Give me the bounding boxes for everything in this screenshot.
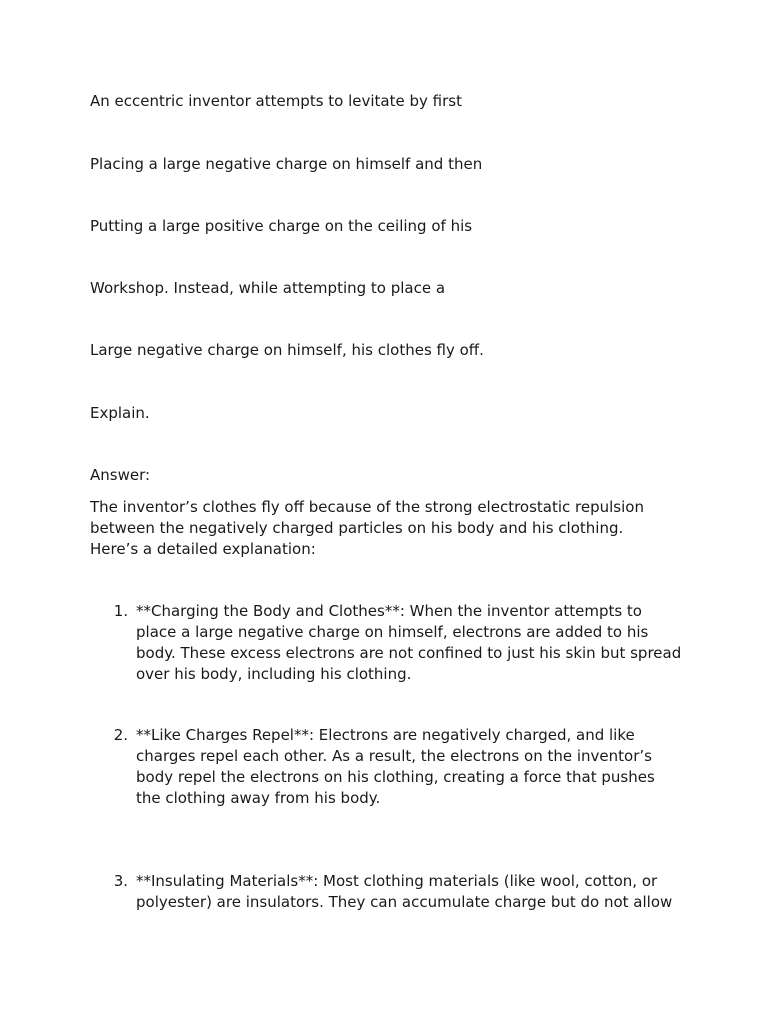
question-line: Placing a large negative charge on himself and then	[90, 155, 483, 173]
answer-label: Answer:	[90, 466, 151, 484]
list-item-text: **Insulating Materials**: Most clothing materials (like wool, cotton, or polyester) are insulators. They can accumulate charge but do not allow	[136, 872, 673, 911]
list-item-number: 2.	[113, 726, 128, 744]
list-item-number: 3.	[113, 872, 128, 890]
question-line: Workshop. Instead, while attempting to place a	[90, 279, 446, 297]
answer-intro-paragraph: The inventor’s clothes fly off because of the strong electrostatic repulsion between the negatively charged particles on his body and his clothing. Here’s a detailed explanation:	[90, 498, 644, 558]
question-line: An eccentric inventor attempts to levitate by first	[90, 92, 462, 110]
question-line: Explain.	[90, 404, 150, 422]
list-item-text: **Charging the Body and Clothes**: When the inventor attempts to place a large negative charge on himself, electrons are added to his body. These excess electrons are not confined to just his skin but spread over his body, including his clothing.	[136, 602, 682, 683]
list-item-text: **Like Charges Repel**: Electrons are negatively charged, and like charges repel each other. As a result, the electrons on the inventor’s body repel the electrons on his clothing, creating a force that pushes the clothing away from his body.	[136, 726, 655, 807]
question-line: Large negative charge on himself, his clothes fly off.	[90, 341, 484, 359]
question-line: Putting a large positive charge on the ceiling of his	[90, 217, 473, 235]
list-item-number: 1.	[113, 602, 128, 620]
